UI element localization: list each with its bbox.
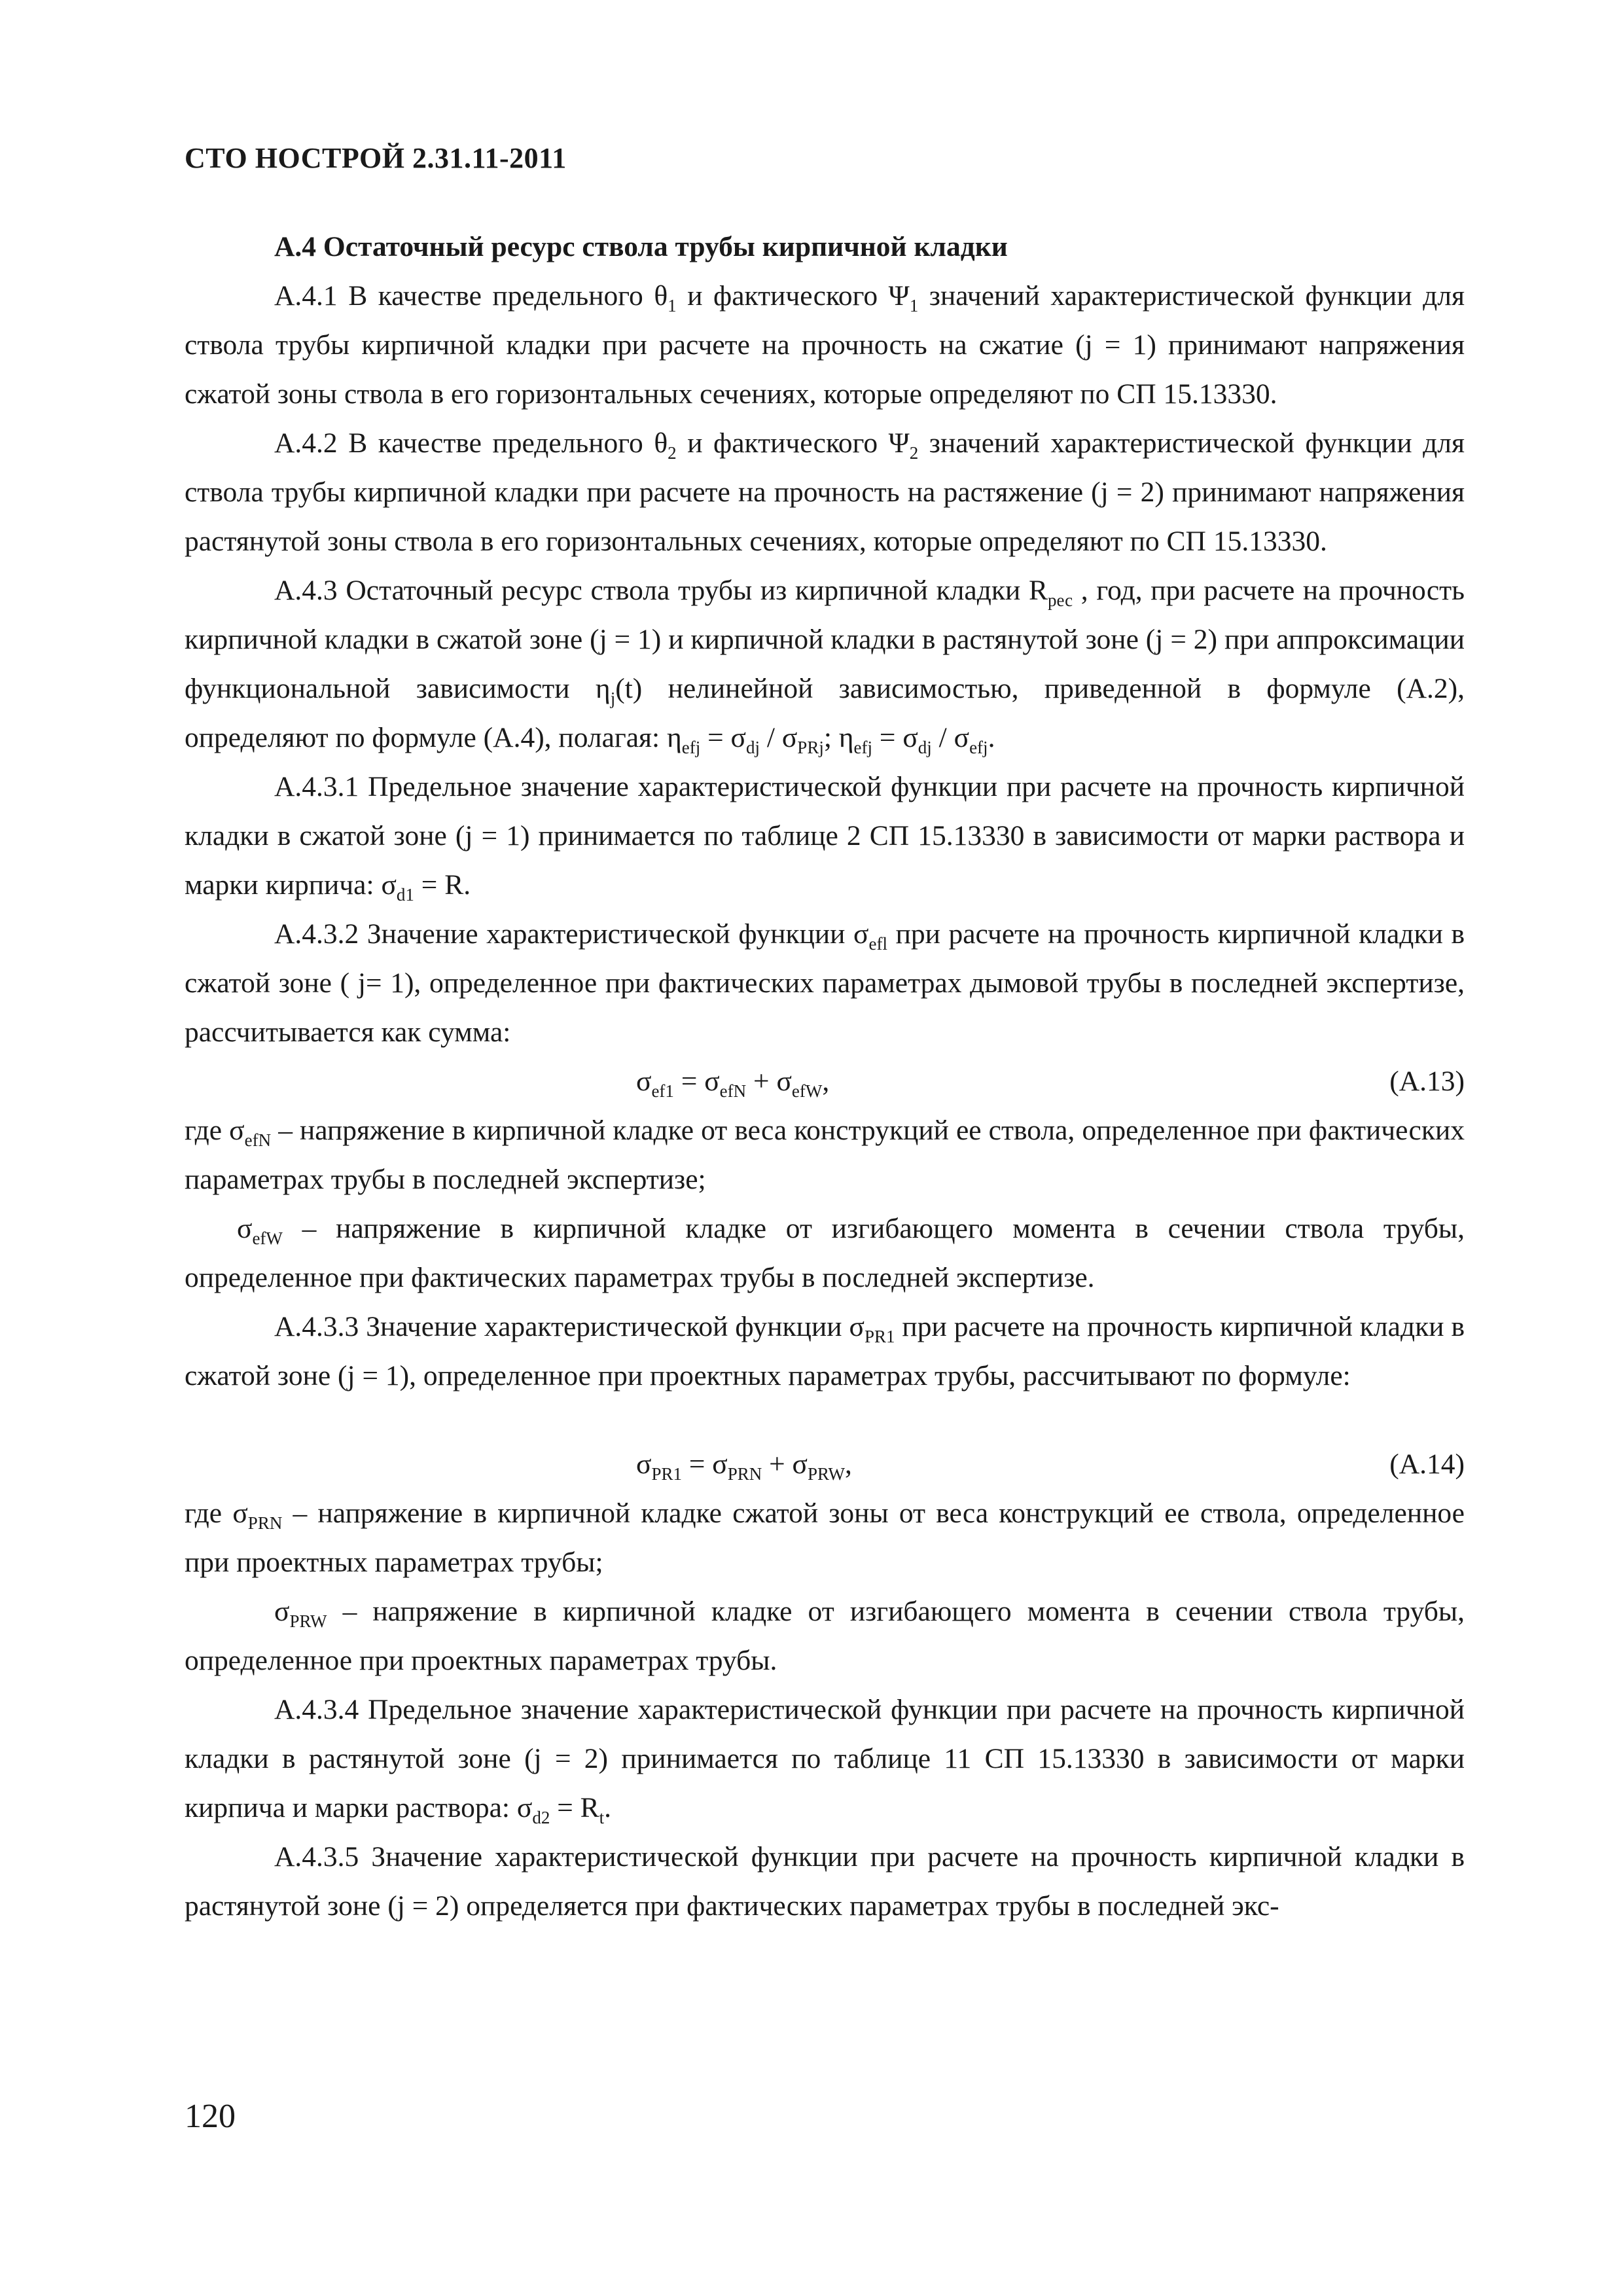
paragraph-a-4-3-3: А.4.3.3 Значение характеристической функции $\sigma_{PR1}$ при расчете на прочность кирпичной кладки в сжатой зоне (j = 1), определенное при проектных параметрах трубы, рассчитывают по формуле: [185,1311,1465,1391]
section-title: А.4 Остаточный ресурс ствола трубы кирпичной кладки [274,231,1008,262]
definition-sigma-prn: где $\sigma_{PRN}$ – напряжение в кирпичной кладке сжатой зоны от веса конструкций ее ствола, определенное при проектных параметрах трубы; [185,1498,1465,1578]
formula-number: (А.13) [1389,1066,1465,1097]
formula-expression: $\sigma_{PR1} = \sigma_{PRN} + \sigma_{PRW}$, [636,1448,852,1484]
formula-number: (А.14) [1389,1448,1465,1480]
paragraph-a-4-3-2: А.4.3.2 Значение характеристической функции $\sigma_{efl}$ при расчете на прочность кирпичной кладки в сжатой зоне ( j= 1), определенное при фактических параметрах дымовой трубы в последней экспертизе, рассчитывается как сумма: [185,918,1465,1048]
page-number: 120 [185,2098,236,2135]
formula-a-13 [185,1057,1465,1106]
formula-expression: $\sigma_{ef1} = \sigma_{efN} + \sigma_{efW}$, [636,1066,830,1101]
formula-a-14 [185,1440,1465,1489]
paragraph-a-4-3-1: А.4.3.1 Предельное значение характеристической функции при расчете на прочность кирпичной кладки в сжатой зоне (j = 1) принимается по таблице 2 СП 15.13330 в зависимости от марки раствора и марки кирпича: $\sigma_{d1} = R$. [185,771,1465,905]
paragraph-a-4-2: А.4.2 В качестве предельного $\theta_2$ и фактического $\Psi_2$ значений характеристической функции для ствола трубы кирпичной кладки при расчете на прочность на растяжение (j = 2) принимают напряжения растянутой зоны ствола в его горизонтальных сечениях, которые определяют по СП 15.13330. [185,427,1465,557]
paragraph-a-4-3-5: А.4.3.5 Значение характеристической функции при расчете на прочность кирпичной кладки в растянутой зоне (j = 2) определяется при фактических параметрах трубы в последней экс- [185,1841,1465,1922]
paragraph-a-4-3: А.4.3 Остаточный ресурс ствола трубы из кирпичной кладки $R_{рес}$ , год, при расчете на прочность кирпичной кладки в сжатой зоне (j = 1) и кирпичной кладки в растянутой зоне (j = 2) при аппроксимации функциональной зависимости $\eta_j(t)$ нелинейной зависимостью, приведенной в формуле (А.2), определяют по формуле (А.4), полагая: $\eta_{efj} = \sigma_{dj} / \sigma_{PRj}$; $\eta_{efj} = \sigma_{dj} / \sigma_{efj}$. [185,575,1465,757]
definition-sigma-prw: $\sigma_{PRW}$ – напряжение в кирпичной кладке от изгибающего момента в сечении ствола трубы, определенное при проектных параметрах трубы. [185,1596,1465,1676]
paragraph-a-4-3-4: А.4.3.4 Предельное значение характеристической функции при расчете на прочность кирпичной кладки в растянутой зоне (j = 2) принимается по таблице 11 СП 15.13330 в зависимости от марки кирпича и марки раствора: $\sigma_{d2} = R_t$. [185,1694,1465,1827]
document-header: СТО НОСТРОЙ 2.31.11-2011 [185,142,567,174]
definition-sigma-efn: где $\sigma_{efN}$ – напряжение в кирпичной кладке от веса конструкций ее ствола, определенное при фактических параметрах трубы в последней экспертизе; [185,1115,1465,1195]
definition-sigma-efw: $\sigma_{efW}$ – напряжение в кирпичной кладке от изгибающего момента в сечении ствола трубы, определенное при фактических параметрах трубы в последней экспертизе. [185,1213,1465,1293]
page-body [185,223,1465,1931]
paragraph-a-4-1: А.4.1 В качестве предельного $\theta_1$ и фактического $\Psi_1$ значений характеристической функции для ствола трубы кирпичной кладки при расчете на прочность на сжатие (j = 1) принимают напряжения сжатой зоны ствола в его горизонтальных сечениях, которые определяют по СП 15.13330. [185,280,1465,410]
